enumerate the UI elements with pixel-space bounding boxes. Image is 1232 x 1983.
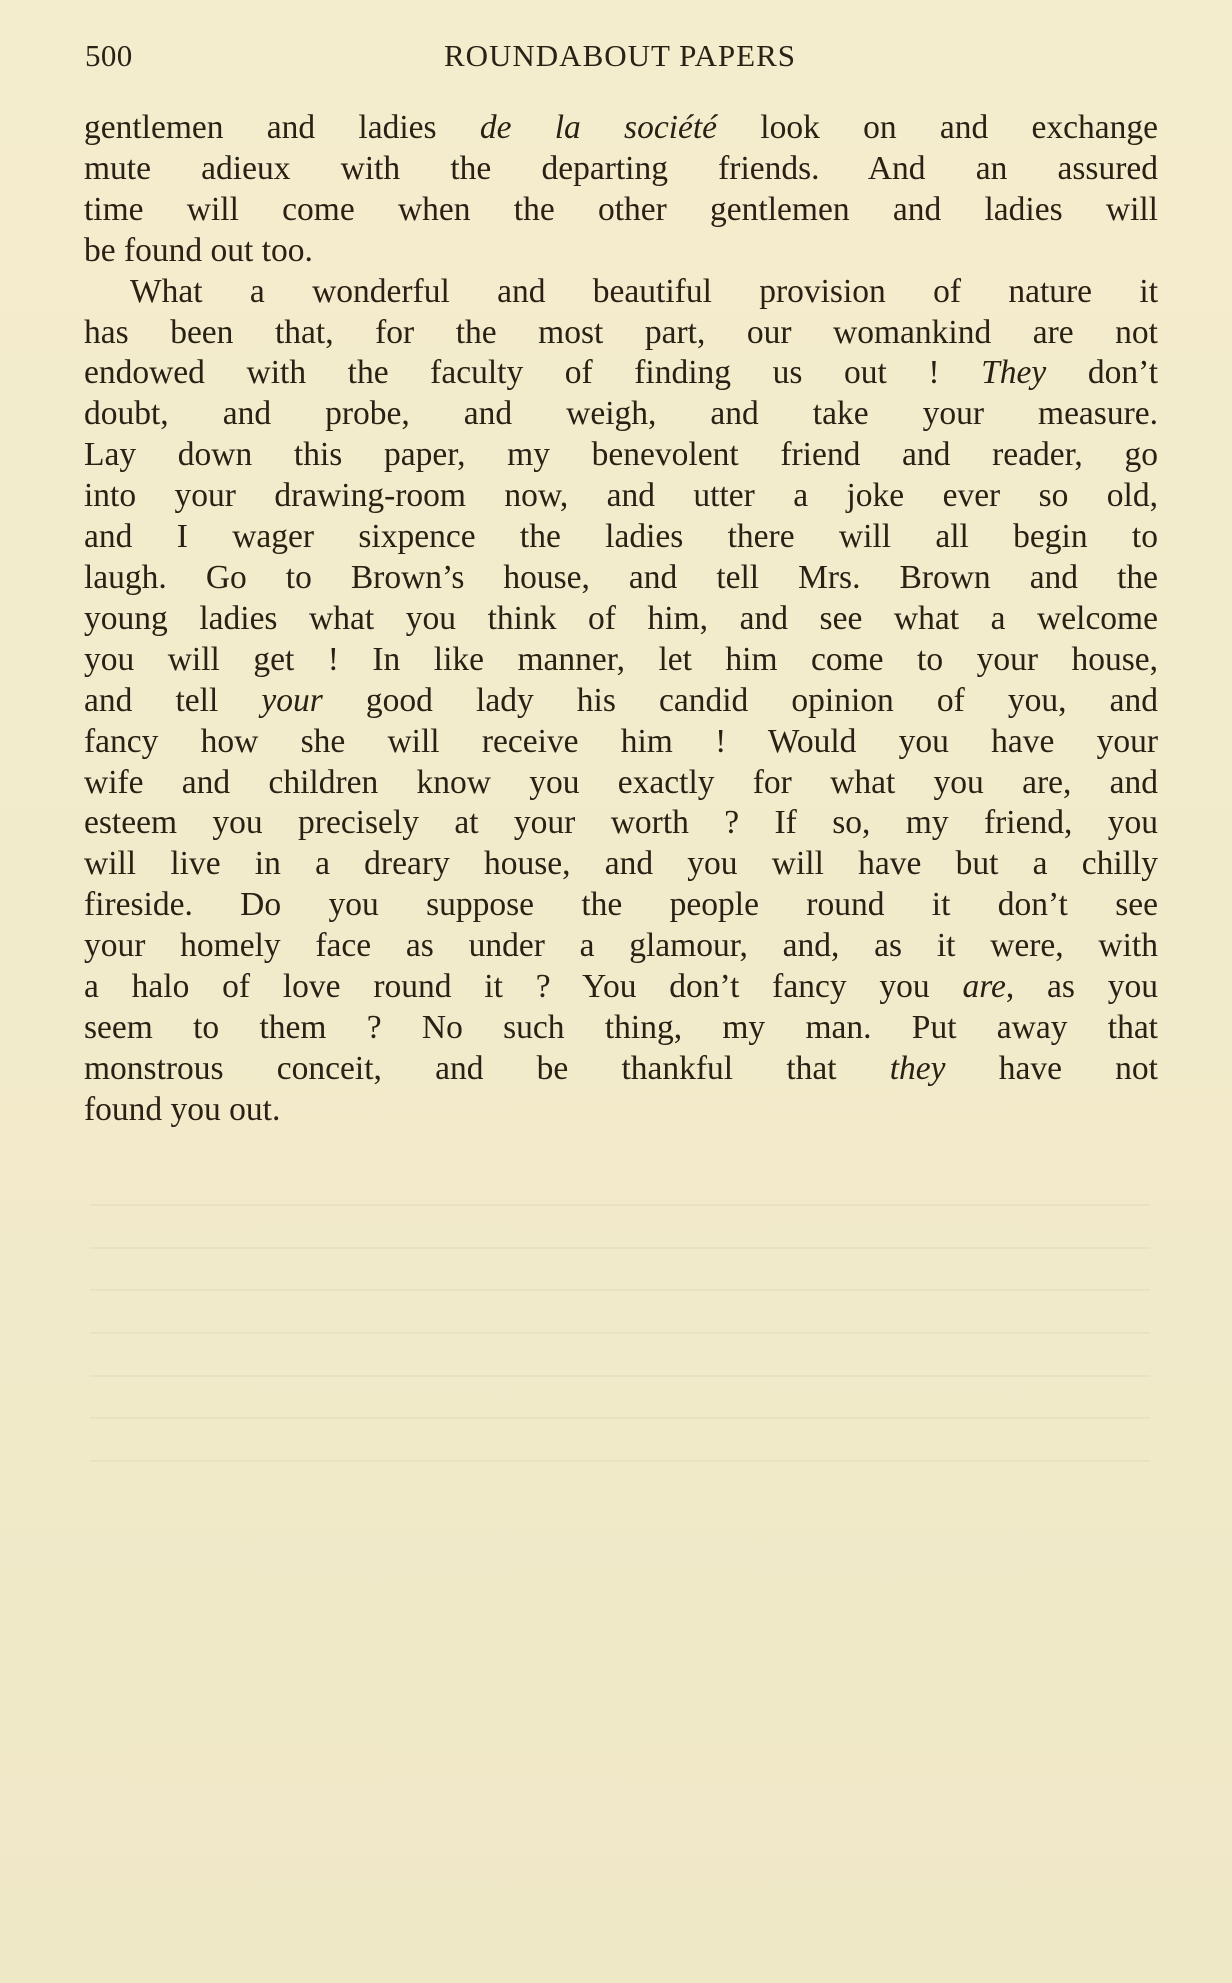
text-line: fancy how she will receive him ! Would you have your <box>84 722 1158 760</box>
page-header <box>85 38 1155 78</box>
paragraph-2 <box>84 272 1158 1131</box>
text-line: laugh. Go to Brown’s house, and tell Mrs. Brown and the <box>84 558 1158 596</box>
text-line: and I wager sixpence the ladies there will all begin to <box>84 518 1158 556</box>
text-line: wife and children know you exactly for what you are, and <box>84 763 1158 801</box>
text-line: mute adieux with the departing friends. And an assured <box>84 149 1158 187</box>
text-line: be found out too. <box>84 231 313 269</box>
text-line: What a wonderful and beautiful provision of nature it <box>130 272 1158 310</box>
text-line: a halo of love round it ? You don’t fancy you are, as you <box>84 968 1158 1006</box>
text-line: doubt, and probe, and weigh, and take your measure. <box>84 395 1158 433</box>
text-line: endowed with the faculty of finding us out ! They don’t <box>84 354 1158 392</box>
text-line: esteem you precisely at your worth ? If so, my friend, you <box>84 804 1158 842</box>
running-head: ROUNDABOUT PAPERS <box>443 38 797 73</box>
body-text <box>84 108 1158 1131</box>
text-line: gentlemen and ladies de la société look on and exchange <box>84 109 1158 146</box>
text-line: has been that, for the most part, our womankind are not <box>84 313 1158 351</box>
text-line: monstrous conceit, and be thankful that they have not <box>84 1049 1158 1087</box>
paragraph-1 <box>84 108 1158 272</box>
text-line: and tell your good lady his candid opinion of you, and <box>84 681 1158 719</box>
text-line: your homely face as under a glamour, and, as it were, with <box>84 927 1158 965</box>
text-line: Lay down this paper, my benevolent friend and reader, go <box>84 436 1158 474</box>
text-line: you will get ! In like manner, let him come to your house, <box>84 640 1158 678</box>
text-line: found you out. <box>84 1090 281 1128</box>
page-number: 500 <box>85 38 133 73</box>
text-line: will live in a dreary house, and you will have but a chilly <box>84 845 1158 883</box>
text-line: into your drawing-room now, and utter a joke ever so old, <box>84 477 1158 515</box>
text-line: fireside. Do you suppose the people round it don’t see <box>84 886 1158 924</box>
text-line: seem to them ? No such thing, my man. Put away that <box>84 1008 1158 1046</box>
text-line: young ladies what you think of him, and see what a welcome <box>84 599 1158 637</box>
text-line: time will come when the other gentlemen and ladies will <box>84 190 1158 228</box>
